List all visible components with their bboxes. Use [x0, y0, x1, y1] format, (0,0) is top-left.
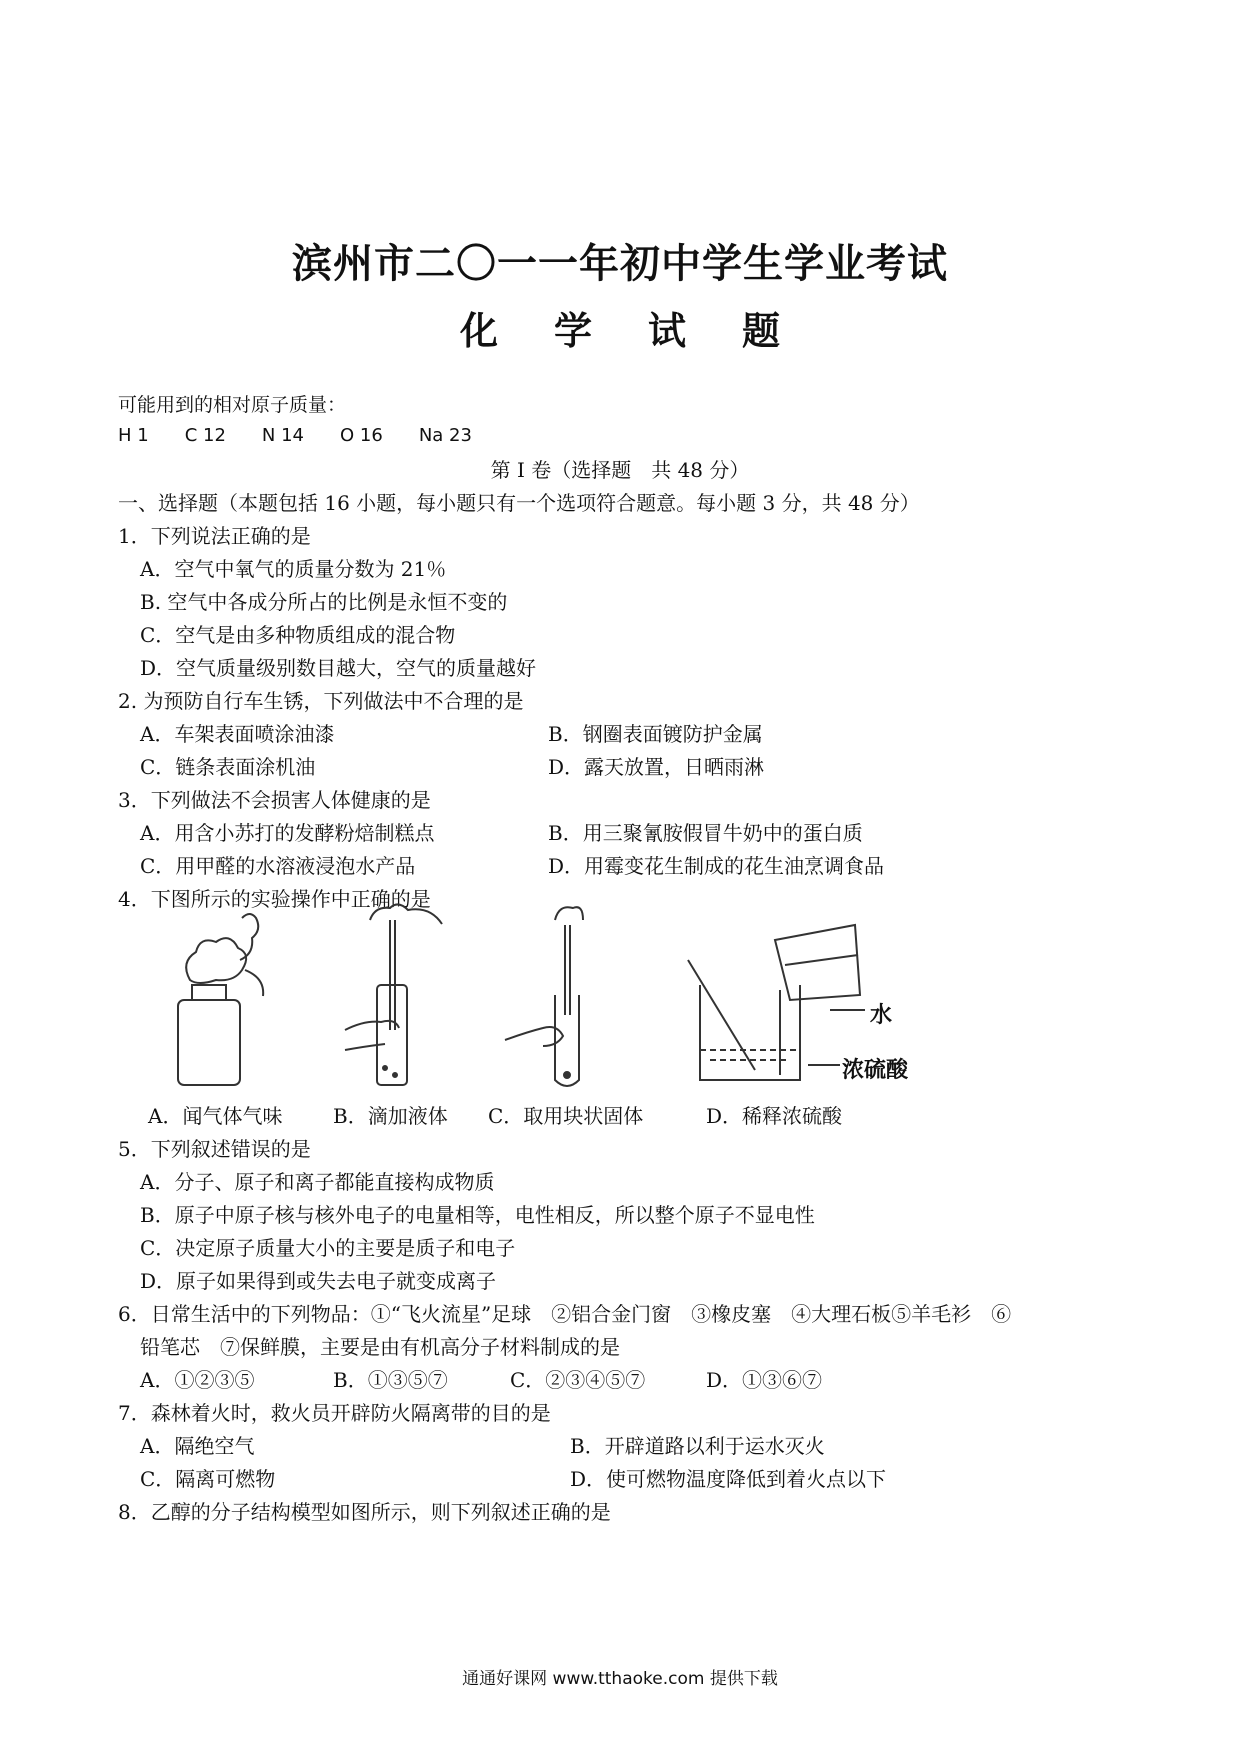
subtitle-char: 化	[459, 309, 498, 353]
question-option: A．用含小苏打的发酵粉焙制糕点	[140, 821, 435, 845]
figure-smell-gas	[170, 900, 280, 1090]
atomic-mass: O 16	[340, 425, 383, 446]
question-option: C．隔离可燃物	[140, 1467, 276, 1491]
question-stem: 4．下图所示的实验操作中正确的是	[118, 887, 431, 911]
question-stem-continued: 铅笔芯 ⑦保鲜膜，主要是由有机高分子材料制成的是	[140, 1335, 620, 1359]
section-instruction: 一、选择题（本题包括 16 小题，每小题只有一个选项符合题意。每小题 3 分，共 48 分）	[118, 491, 920, 515]
question-stem: 7．森林着火时，救火员开辟防火隔离带的目的是	[118, 1401, 551, 1425]
page-footer: 通通好课网 www.tthaoke.com 提供下载	[462, 1669, 778, 1689]
figure-label-water: 水	[870, 1003, 893, 1028]
question-option: A．空气中氧气的质量分数为 21％	[140, 557, 447, 581]
exam-subtitle	[0, 300, 1240, 355]
atomic-mass: Na 23	[418, 425, 472, 446]
question-option: B. 空气中各成分所占的比例是永恒不变的	[140, 590, 508, 614]
question-option: C．取用块状固体	[488, 1104, 644, 1128]
subtitle-char: 学	[553, 309, 592, 353]
question-option: B．钢圈表面镀防护金属	[548, 722, 763, 746]
question-option: D．露天放置，日晒雨淋	[548, 755, 765, 779]
question-option: C．决定原子质量大小的主要是质子和电子	[140, 1236, 516, 1260]
figure-take-solid	[500, 900, 640, 1090]
question-option: B．滴加液体	[333, 1104, 448, 1128]
question-option: C．链条表面涂机油	[140, 755, 316, 779]
question-stem: 5．下列叙述错误的是	[118, 1137, 311, 1161]
question-option: A．隔绝空气	[140, 1434, 255, 1458]
question-option: B．①③⑤⑦	[333, 1368, 448, 1392]
subtitle-char: 题	[742, 309, 781, 353]
atomic-mass-list	[118, 422, 508, 446]
question-stem: 8．乙醇的分子结构模型如图所示，则下列叙述正确的是	[118, 1500, 611, 1524]
figure-drop-liquid	[335, 900, 475, 1090]
figure-label-acid: 浓硫酸	[842, 1058, 909, 1083]
question-option: D．稀释浓硫酸	[706, 1104, 843, 1128]
question-option: A．分子、原子和离子都能直接构成物质	[140, 1170, 495, 1194]
atomic-mass-label: 可能用到的相对原子质量：	[118, 394, 347, 416]
question-option: D．①③⑥⑦	[706, 1368, 823, 1392]
question-option: B．开辟道路以利于运水灭火	[570, 1434, 825, 1458]
question-stem: 6．日常生活中的下列物品：①“飞火流星”足球 ②铝合金门窗 ③橡皮塞 ④大理石板⑤羊毛衫 ⑥	[118, 1302, 1012, 1326]
question-option: D．空气质量级别数目越大，空气的质量越好	[140, 656, 537, 680]
question-option: B．用三聚氰胺假冒牛奶中的蛋白质	[548, 821, 863, 845]
question-stem: 2. 为预防自行车生锈，下列做法中不合理的是	[118, 689, 524, 713]
question-option: A．①②③⑤	[140, 1368, 255, 1392]
question-option: A．闻气体气味	[148, 1104, 283, 1128]
atomic-mass: C 12	[184, 425, 226, 446]
question-option: D．使可燃物温度降低到着火点以下	[570, 1467, 887, 1491]
question-option: C．②③④⑤⑦	[510, 1368, 646, 1392]
question-option: A．车架表面喷涂油漆	[140, 722, 335, 746]
question-option: C．空气是由多种物质组成的混合物	[140, 623, 456, 647]
question-stem: 3．下列做法不会损害人体健康的是	[118, 788, 431, 812]
question-stem: 1．下列说法正确的是	[118, 524, 311, 548]
section-title: 第 I 卷（选择题 共 48 分）	[490, 458, 750, 482]
question-option: D．原子如果得到或失去电子就变成离子	[140, 1269, 497, 1293]
atomic-mass: H 1	[118, 425, 149, 446]
question-option: D．用霉变花生制成的花生油烹调食品	[548, 854, 885, 878]
question-option: B．原子中原子核与核外电子的电量相等，电性相反，所以整个原子不显电性	[140, 1203, 815, 1227]
exam-title: 滨州市二〇一一年初中学生学业考试	[292, 241, 948, 287]
atomic-mass: N 14	[261, 425, 305, 446]
subtitle-char: 试	[648, 309, 687, 353]
question-option: C．用甲醛的水溶液浸泡水产品	[140, 854, 416, 878]
